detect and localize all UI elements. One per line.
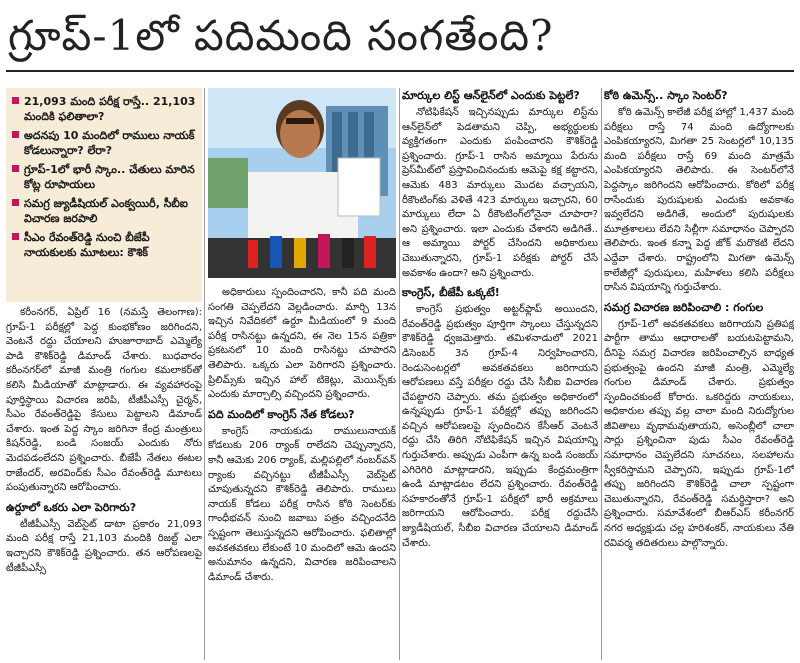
column-rule: [601, 88, 602, 660]
highlight-text: సమగ్ర జ్యుడీషియల్ ఎంక్వయిరీ, సీబీఐ విచారణ జరపాలి: [24, 197, 188, 225]
article-paragraph: నోటిఫికేషన్ ఇచ్చినప్పుడు మార్కుల లిస్ట్‌ను ఆన్‌లైన్‌లో పెడతామని చెప్పి, అభ్యర్థులకు వ్యక్తిగతంగా ఎందుకు పంపించారని కౌశిక్‌రెడ్డి ప్రశ్నించారు. గ్రూప్-1 రాసిన అమ్మాయి పేరును ప్రెస్‌మీట్‌లో ప్రస్తావించినందుకు ఆమెపై కక్ష కట్టారని, ఆమెకు 483 మార్కులు మొదట వచ్చాయని, రీకౌంటింగ్‌కు వెళితే 423 మార్కులు ఇచ్చారని, 60 మార్కులు లేదా ఏ రీకౌంటింగ్‌లోనైనా చూపారా? అని ప్రశ్నించారు. ఇలా ఎందుకు చేశారని అడిగితే.. ఆ అమ్మాయి పోర్టర్ చేసిందని అధికారులు చెబుతున్నారని, గ్రూప్-1 పరీక్షకు పోర్టర్ చేసే అవకాశం ఉందా? అని ప్రశ్నించారు.: [402, 107, 598, 279]
bullet-square-icon: [12, 233, 19, 240]
article-paragraph: గ్రూప్-1లో అవకతవకలు జరిగాయని ప్రతిపక్ష పార్టీగా తాము ఆధారాలతో బయటపెట్టామని, దీనిపై సమగ్ర విచారణ జరిపించాల్సిన బాధ్యత ప్రభుత్వంపై ఉందని మాజీ మంత్రి, ఎమ్మెల్యే గంగుల డిమాండ్ చేశారు. ప్రభుత్వం స్పందించకుంటే కోరారు. ఒకరిద్దరు నాయకులు, అధికారుల తప్పు వల్ల చాలా మంది నిరుద్యోగుల జీవితాలు వృథామవుతాయని, అసెంబ్లీలో చాలా సార్లు ప్రశ్నించినా పుడు సీఎం రేవంత్‌రెడ్డి సమాధానం చెప్పలేదని సూచనలు, సలహాలను స్వీకరిస్తామని చెప్పారని, ఇప్పుడు గ్రూప్-1లో తప్పు జరిగిందని కౌశిక్‌రెడ్డి చాలా స్పష్టంగా చెబుతున్నారని, రేవంత్‌రెడ్డి సమర్థిస్తారా? అని ప్రశ్నించారు. సమావేశంలో బీఆర్ఎస్ కరీంనగర్ నగర అధ్యక్షుడు చల్ల హరిశంకర్, నాయకులు నేతి రవివర్మ తదితరులు పాల్గొన్నారు.: [604, 318, 794, 549]
article-column-1: [6, 306, 202, 660]
section-heading: ఉర్దూలో ఒకరు ఎలా పెరిగారు?: [6, 500, 137, 514]
article-paragraph: కోఠి ఉమెన్స్ కాలేజీ పరీక్ష హాల్లో 1,437 మంది పరీక్షలు రాస్తే 74 మంది ఉద్యోగాలకు ఎంపికయ్యారని, మిగతా 25 సెంటర్లలో 10,135 మంది పరీక్షలు రాస్తే 69 మంది మాత్రమే ఎంపికయ్యారని తెలిపారు. ఈ సెంటర్‌లోనే పెద్దస్కాం జరిగిందని ఆరోపించారు. కోఠిలో పరీక్ష రాసేందుకు పురుషులకు ఎందుకు అవకాశం ఇవ్వలేదని అడిగితే, అందులో పురుషులకు మూత్రశాలలు లేవని సిల్లీగా సమాధానం చెప్పారని తెలిపారు. ఇంత కన్నా పెద్ద జోక్ మరొకటి లేదని ఎద్దేవా చేశారు. రాష్ట్రంలోని మిగతా ఉమెన్స్ కాలేజీల్లో పురుషులు, మహిళలు కలిసి పరీక్షలు రాసిన విషయాన్ని గుర్తుచేశారు.: [604, 107, 794, 294]
highlight-text: సీఎం రేవంత్‌రెడ్డి నుంచి బీజేపీ నాయకులకు మూటలు: కౌశిక్: [24, 231, 150, 259]
highlight-item: [12, 196, 196, 226]
section-heading: కాంగ్రెస్, బీజేపీ ఒక్కటే!: [402, 286, 500, 300]
highlight-text: అదనపు 10 మందిలో రాములు నాయక్ కోడలున్నారా? లేరా?: [24, 129, 195, 157]
article-column-3: [402, 88, 598, 660]
highlight-item: [12, 230, 196, 260]
article-paragraph: కాంగ్రెస్ ప్రభుత్వం అట్టర్‌ఫ్లాప్ అయిందని, రేవంత్‌రెడ్డి ప్రభుత్వం పూర్తిగా స్కాంలు చేస్తున్నదని కౌశిక్‌రెడ్డి ధ్వజమెత్తారు. తమిళనాడులో 2021 డిసెంబర్ 3న గ్రూప్-4 నిర్వహించారని, రెండుసెంటర్లలో అవకతవకలు జరిగాయని ఆరోపణలు వస్తే పరీక్షల రద్దు చేసి సీబీఐ విచారణ చేపట్టారని చెప్పారు. తమ ప్రభుత్వం అధికారంలో ఉన్నప్పుడు గ్రూప్-1 పరీక్షల్లో తప్పు జరిగిందని వచ్చిన ఆరోపణలపై స్పందించిన కేసీఆర్ వెంటనే రద్దు చేసి తిరిగి నోటిఫికేషన్ ఇచ్చిన విషయాన్ని గుర్తుచేశారు. అప్పుడు ఎంపీగా ఉన్న బండి సంజయ్ ఎగిరెగిరి మాట్లాడారని, ఇప్పుడు కేంద్రమంత్రిగా ఉండి మాట్లాడటం లేదని ప్రశ్నించారు. రేవంత్‌రెడ్డి సహకారంతోనే గ్రూప్-1 పరీక్షలో భారీ అక్రమాలు జరిగాయని ఆరోపించారు. పరీక్ష రద్దుచేసి జ్యుడీషియల్, సీబీఐ విచారణ చేయాలని డిమాండ్ చేశారు.: [402, 304, 598, 549]
bullet-square-icon: [12, 97, 19, 104]
photo-illustration: [208, 88, 396, 278]
highlights-box: [6, 88, 202, 302]
article-paragraph: అధికారులు స్పందించారని, కానీ పది మంది సంగతి చెప్పలేదని వెల్లడించారు. మార్చి 13న ఇచ్చిన నివేదికలో ఉర్దూ మీడియంలో 9 మంది పరీక్ష రాసినట్టు ఉన్నదని, ఈ నెల 15న పత్రికా ప్రకటనలో 10 మంది రాసినట్టు చూపారని తెలిపారు. ఒక్కరు ఎలా పెరిగారని ప్రశ్నించారు. ప్రిలిమ్స్‌కు ఇచ్చిన హాల్ టికెట్లు, మెయిన్స్‌కు ఎందుకు మార్చాల్సి వచ్చిందని ప్రశ్నించారు.: [208, 287, 396, 401]
highlight-item: [12, 94, 196, 124]
headline: గ్రూప్-1లో పదిమంది సంగతేంది?: [8, 11, 554, 60]
press-meet-photo: [208, 88, 396, 278]
section-heading: కోఠి ఉమెన్స్.. స్కాం సెంటర్?: [604, 89, 728, 102]
headline-rule: [6, 70, 794, 72]
bullet-square-icon: [12, 131, 19, 138]
section-heading: పది మందిలో కాంగ్రెస్ నేత కోడలు?: [208, 407, 355, 421]
column-rule: [204, 88, 205, 660]
article-paragraph: కాంగ్రెస్ నాయకుడు రాములునాయక్ కోడలుకు 206 ర్యాంక్ రాలేదని చెప్పున్నారని, కానీ ఆమెకు 206 ర్యాంక్, మల్లిపల్లిలో నంబర్‌వన్ ర్యాంకు వచ్చినట్టు టీజీపీఎస్సీ వెబ్‌సైట్ చూపుతున్నదని కౌశిక్‌రెడ్డి తెలిపారు. రాములు నాయక్ కోడలు పరీక్ష రాసిన కోఠి సెంటర్‌కు గాంధీభవన్ నుంచి జవాబు పత్రం వచ్చిందనేది స్పష్టంగా తెలుస్తున్నదని ఆరోపించారు. ఫలితాల్లో అవకతవకలు లేకుంటే 10 మందిలో ఆమె ఉందని అనుమానం ఉన్నదని, విచారణ జరిపించాలని డిమాండ్ చేశారు.: [208, 425, 396, 583]
section-heading: మార్కుల లిస్ట్ ఆన్‌లైన్‌లో ఎందుకు పెట్టలే?: [402, 89, 580, 102]
article-column-2: [208, 286, 396, 660]
highlight-item: [12, 162, 196, 192]
column-rule: [399, 88, 400, 660]
highlight-text: గ్రూప్-1లో భారీ స్కాం.. చేతులు మారిన కోట్ల రూపాయలు: [24, 163, 195, 191]
article-paragraph: కరీంనగర్, ఏప్రిల్ 16 (నమస్తే తెలంగాణ): గ్రూప్-1 పరీక్షల్లో పెద్ద కుంభకోణం జరిగిందని, వెంటనే రద్దు చేయాలని హుజూరాబాద్ ఎమ్మెల్యే పాడి కౌశిక్‌రెడ్డి డిమాండ్ చేశారు. బుధవారం కరీంనగర్‌లో మాజీ మంత్రి గంగుల కమలాకర్‌తో కలిసి మీడియాతో మాట్లాడారు. ఈ వ్యవహారంపై పూర్తిస్థాయి విచారణ జరిపి, టీజీపీఎస్సీ చైర్మన్, సీఎం రేవంత్‌రెడ్డిపై కేసులు పెట్టాలని డిమాండ్ చేశారు. ఇంత పెద్ద స్కాం జరిగినా కేంద్ర మంత్రులు కిషన్‌రెడ్డి, బండి సంజయ్ ఎందుకు నోరు మెదపడంలేదని ప్రశ్నించారు. బీజేపీ నేతలు ఈటల రాజేందర్, అరవింద్‌కు సీఎం రేవంత్‌రెడ్డి మూటలు పంపుతున్నారని ఆరోపించారు.: [6, 307, 202, 494]
article-paragraph: టీజీపీఎస్సీ వెబ్‌సైట్ డాటా ప్రకారం 21,093 మంది పరీక్ష రాస్తే 21,103 మందికి రిజల్ట్ ఎలా ఇచ్చారని కౌశిక్‌రెడ్డి ప్రశ్నించారు. తన ఆరోపణలపై టీజీపీఎస్సీ: [6, 518, 202, 574]
section-heading: సమగ్ర విచారణ జరిపించాలి : గంగుల: [604, 300, 764, 314]
bullet-square-icon: [12, 199, 19, 206]
bullet-square-icon: [12, 165, 19, 172]
highlight-text: 21,093 మంది పరీక్ష రాస్తే.. 21,103 మందికి ఫలితాలా?: [24, 95, 196, 123]
article-column-4: [604, 88, 794, 660]
highlight-item: [12, 128, 196, 158]
